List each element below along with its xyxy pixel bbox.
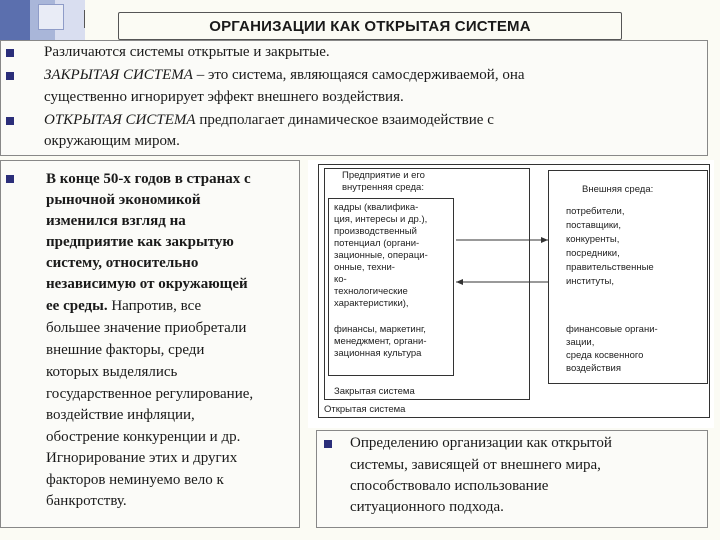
conclusion-line-4: ситуационного подхода. <box>350 499 504 515</box>
inner-item-2: ция, интересы и др.), <box>334 214 428 225</box>
bullet-icon <box>6 175 14 183</box>
open-system-term: ОТКРЫТАЯ СИСТЕМА <box>44 112 196 128</box>
intro-bullet-2 <box>44 66 525 85</box>
open-system-label: Открытая система <box>324 404 406 415</box>
history-line-5: систему, относительно <box>46 255 199 271</box>
inner-item-3: производственный <box>334 226 417 237</box>
external-item-5: правительственные <box>566 262 654 273</box>
bullet-icon <box>324 440 332 448</box>
history-line-8: большее значение приобретали <box>46 320 247 336</box>
intro-bullet-3 <box>44 111 494 130</box>
inner-item-12: зационная культура <box>334 348 422 359</box>
history-line-9: внешние факторы, среди <box>46 342 205 358</box>
history-line-7: ее среды. Напротив, все <box>46 298 202 314</box>
intro-bullet-3-line2: окружающим миром. <box>44 133 180 149</box>
history-line-4: предприятие как закрытую <box>46 234 234 250</box>
history-line-14: Игнорирование этих и других <box>46 450 238 466</box>
external-item-10: воздействия <box>566 363 621 374</box>
bullet-icon <box>6 72 14 80</box>
decorative-square <box>38 4 64 30</box>
history-line-16: банкротству. <box>46 493 127 509</box>
history-line-12: воздействие инфляции, <box>46 407 195 423</box>
external-item-1: потребители, <box>566 206 625 217</box>
decorative-line <box>84 10 85 28</box>
inner-item-5: зационные, операци- <box>334 250 428 261</box>
slide-title: ОРГАНИЗАЦИИ КАК ОТКРЫТАЯ СИСТЕМА <box>118 12 622 40</box>
inner-item-11: менеджмент, органи- <box>334 336 427 347</box>
inner-item-9: характеристики), <box>334 298 409 309</box>
arrowhead-left <box>456 279 463 285</box>
bullet-icon <box>6 49 14 57</box>
inner-item-6: онные, техни- <box>334 262 395 273</box>
open-system-definition: предполагает динамическое взаимодействие с <box>195 112 494 128</box>
history-line-10: которых выделялись <box>46 364 178 380</box>
external-item-6: институты, <box>566 276 614 287</box>
conclusion-line-3: способствовало использование <box>350 478 549 494</box>
closed-system-term: ЗАКРЫТАЯ СИСТЕМА <box>44 67 193 83</box>
inner-item-7: ко- <box>334 274 347 285</box>
history-line-2: рыночной экономикой <box>46 192 201 208</box>
inner-item-8: технологические <box>334 286 408 297</box>
history-line-15: факторов неминуемо вело к <box>46 472 224 488</box>
external-item-8: зации, <box>566 337 595 348</box>
external-item-7: финансовые органи- <box>566 324 658 335</box>
inner-title-line-2: внутренняя среда: <box>342 182 424 193</box>
history-line-13: обострение конкуренции и др. <box>46 429 241 445</box>
arrowhead-right <box>541 237 548 243</box>
history-line-6: независимую от окружающей <box>46 276 248 292</box>
history-line-1: В конце 50-х годов в странах с <box>46 171 251 187</box>
bullet-icon <box>6 117 14 125</box>
conclusion-line-2: системы, зависящей от внешнего мира, <box>350 457 601 473</box>
inner-item-10: финансы, маркетинг, <box>334 324 426 335</box>
history-line-3: изменился взгляд на <box>46 213 186 229</box>
intro-bullet-1: Различаются системы открытые и закрытые. <box>44 44 330 60</box>
conclusion-line-1: Определению организации как открытой <box>350 435 612 451</box>
inner-title-line-1: Предприятие и его <box>342 170 425 181</box>
inner-item-4: потенциал (органи- <box>334 238 420 249</box>
history-line-11: государственное регулирование, <box>46 386 254 402</box>
interaction-arrows <box>454 230 550 290</box>
external-item-3: конкуренты, <box>566 234 620 245</box>
external-item-9: среда косвенного <box>566 350 644 361</box>
external-item-4: посредники, <box>566 248 620 259</box>
inner-item-1: кадры (квалифика- <box>334 202 419 213</box>
closed-system-definition: – это система, являющаяся самосдерживаемой, она <box>192 67 525 83</box>
intro-bullet-2-line2: существенно игнорирует эффект внешнего воздействия. <box>44 89 404 105</box>
external-item-2: поставщики, <box>566 220 621 231</box>
external-title: Внешняя среда: <box>582 184 654 195</box>
closed-system-label: Закрытая система <box>334 386 415 397</box>
